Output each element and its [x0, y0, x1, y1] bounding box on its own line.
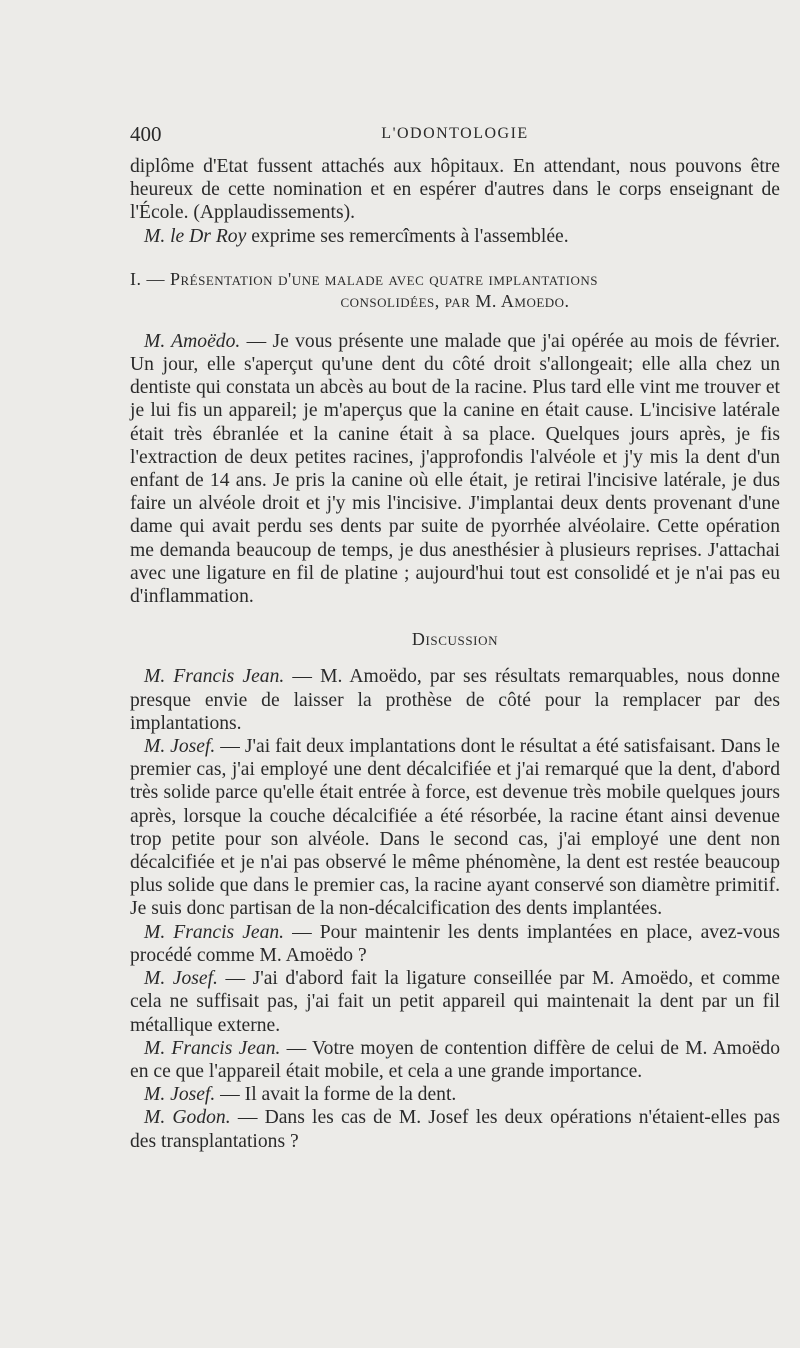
- section-title: [130, 268, 780, 312]
- paragraph-text: — Je vous présente une malade que j'ai opérée au mois de février. Un jour, elle s'aperçut qu'une dent du côté droit s'allongeait; elle alla chez un dentiste qui constata un abcès au bout de la racine. Plus tard elle vint me trouver et je lui fis un appareil; je m'aperçus que la canine en était cause. L'incisive latérale était très ébranlée et la canine était à sa place. Quelques jours après, je fis l'extraction de deux petites racines, j'approfondis l'alvéole et j'y mis la dent d'un enfant de 14 ans. Je pris la canine où elle était, je retirai l'incisive latérale, je dus faire un alvéole droit et j'y mis l'incisive. J'implantai deux dents provenant d'une dame qui avait perdu ses dents par suite de pyorrhée alvéolaire. Cette opération me demanda beaucoup de temps, je dus anesthésier à plusieurs reprises. J'attachai avec une ligature en fil de platine ; aujourd'hui tout est consolidé et je n'ai pas eu d'inflammation.: [130, 330, 781, 608]
- discussion-heading: Discussion: [411, 629, 499, 650]
- speaker-name: M. Francis Jean.: [144, 921, 285, 943]
- paragraph-discussion: [130, 921, 780, 967]
- paragraph-discussion: [130, 967, 780, 1037]
- paragraph-text: — Pour maintenir les dents implantées en place, avez-vous procédé comme M. Amoëdo ?: [130, 921, 780, 966]
- paragraph-continuation: [130, 155, 780, 225]
- speaker-name: M. Josef.: [144, 736, 216, 758]
- paragraph-text: — Il avait la forme de la dent.: [215, 1084, 457, 1106]
- paragraph-discussion: [130, 1037, 780, 1083]
- paragraph-text: — M. Amoëdo, par ses résultats remarquables, nous donne presque envie de laisser la prothèse de côté pour la remplacer par des implantations.: [130, 666, 780, 734]
- body-text: [130, 155, 780, 1153]
- speaker-name: M. Francis Jean.: [144, 666, 285, 688]
- paragraph-text: diplôme d'Etat fussent attachés aux hôpitaux. En attendant, nous pouvons être heureux de cette nomination et en espérer d'autres dans le corps enseignant de l'École. (Applaudissements).: [130, 156, 780, 224]
- page-header: [130, 122, 780, 152]
- paragraph-discussion: [130, 1083, 780, 1106]
- speaker-name: M. le Dr Roy: [144, 225, 247, 247]
- paragraph-amoedo: [130, 330, 780, 608]
- section-title-line-1: I. — Présentation d'une malade avec quatre implantations: [130, 268, 598, 289]
- paragraph-text: — J'ai fait deux implantations dont le résultat a été satisfaisant. Dans le premier cas, j'ai employé une dent décalcifiée et j'ai remarqué que la dent, d'abord très solide parce qu'elle était entrée à force, est devenue très mobile quelques jours après, lorsque la couche décalcifiée a été résorbée, la racine étant ainsi devenue trop petite pour son alvéole. Dans le second cas, j'ai employé une dent non décalcifiée et je n'ai pas observé le même phénomène, la dent est restée beaucoup plus solide que dans le premier cas, la racine ayant conservé son diamètre primitif. Je suis donc partisan de la non-décalcification des dents implantées.: [130, 736, 781, 920]
- paragraph-text: — J'ai d'abord fait la ligature conseillée par M. Amoëdo, et comme cela ne suffisait pas, j'ai fait un petit appareil qui maintenait la dent par un fil métallique externe.: [130, 968, 780, 1036]
- speaker-name: M. Francis Jean.: [144, 1037, 281, 1059]
- paragraph-text: — Votre moyen de contention diffère de celui de M. Amoëdo en ce que l'appareil était mobile, et cela a une grande importance.: [130, 1037, 780, 1082]
- speaker-name: M. Josef.: [144, 1084, 216, 1106]
- speaker-name: M. Amoëdo.: [144, 330, 241, 352]
- paragraph-discussion: [130, 665, 780, 735]
- paragraph-text: exprime ses remercîments à l'assemblée.: [246, 225, 569, 247]
- speaker-name: M. Godon.: [144, 1107, 231, 1129]
- speaker-name: M. Josef.: [144, 968, 218, 990]
- section-title-line-2: consolidées, par M. Amoedo.: [340, 290, 570, 311]
- paragraph-roy: [130, 225, 780, 248]
- paragraph-text: — Dans les cas de M. Josef les deux opérations n'étaient-elles pas des transplantations ?: [130, 1107, 781, 1152]
- running-title: L'ODONTOLOGIE: [381, 125, 529, 142]
- paragraph-discussion: [130, 1106, 780, 1152]
- paragraph-discussion: [130, 735, 780, 921]
- page-number: 400: [130, 122, 162, 146]
